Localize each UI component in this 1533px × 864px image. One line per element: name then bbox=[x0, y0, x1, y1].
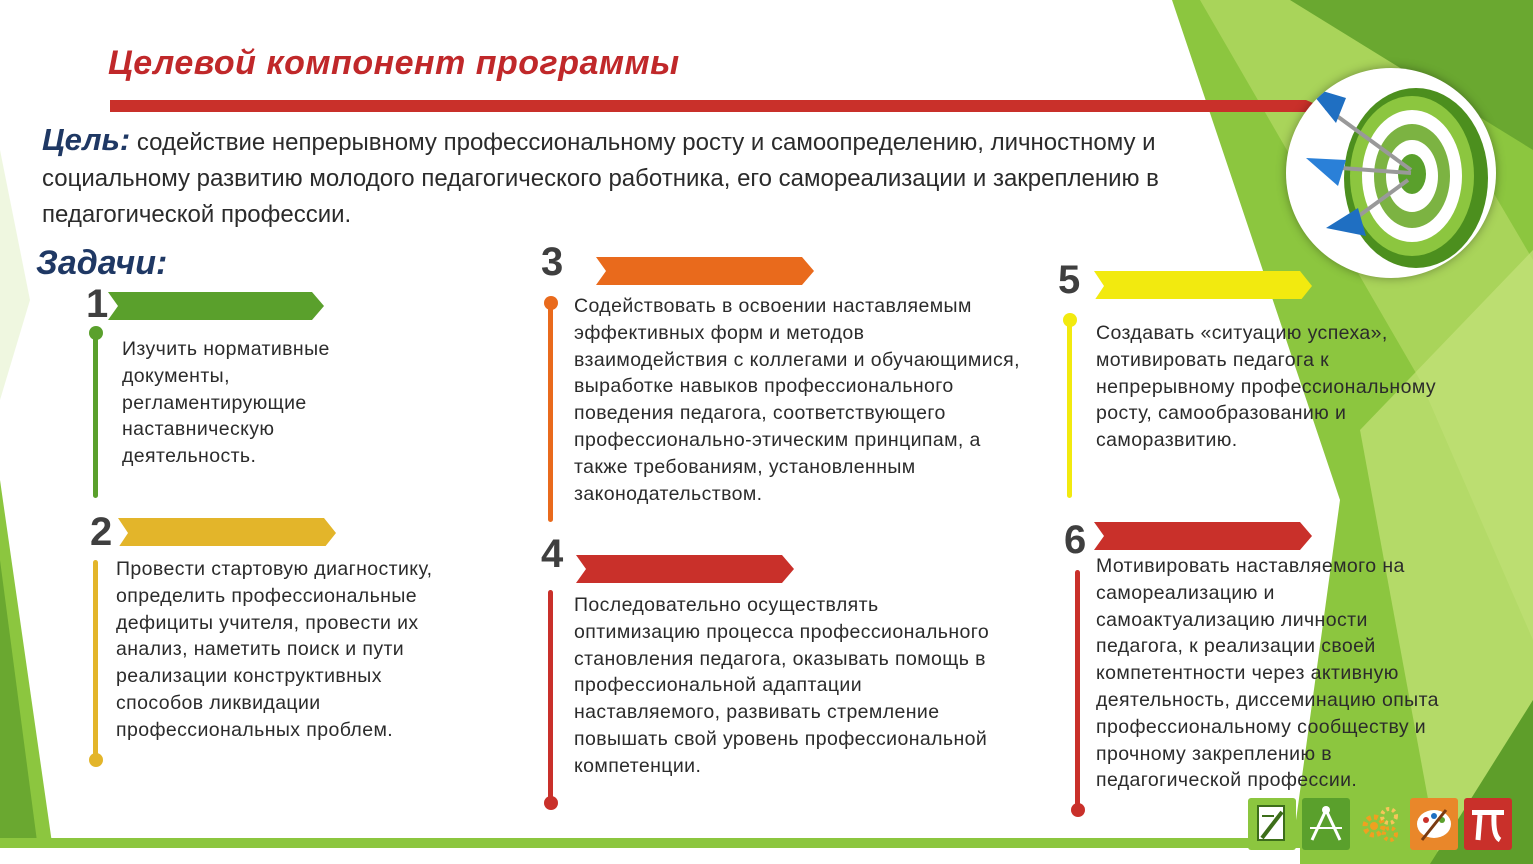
task-2-dot bbox=[89, 753, 103, 767]
pi-icon bbox=[1464, 798, 1512, 850]
goal-label: Цель: bbox=[42, 122, 131, 157]
task-6-dot bbox=[1071, 803, 1085, 817]
task-3-arrow bbox=[596, 257, 814, 285]
task-6-number: 6 bbox=[1064, 518, 1087, 562]
task-4-number: 4 bbox=[541, 532, 564, 576]
compass-icon bbox=[1302, 798, 1350, 850]
task-3-line bbox=[548, 300, 553, 522]
task-2-arrow bbox=[118, 518, 336, 546]
title-underline bbox=[110, 98, 1320, 114]
task-4-text: Последовательно осуществлять оптимизацию процесса профессионального становления педагога, оказывать помощь в профессиональной адаптации наставляемого, развивать стремление повышать свой уровень профессиональной компетенции. bbox=[574, 594, 990, 777]
task-5-number: 5 bbox=[1058, 258, 1081, 302]
task-1-arrow bbox=[108, 292, 324, 320]
darts-target-icon bbox=[1286, 68, 1496, 278]
goal-paragraph bbox=[42, 122, 1202, 233]
task-1-line bbox=[93, 330, 98, 498]
task-3-text: Содействовать в освоении наставляемым эффективных форм и методов взаимодействия с коллегами и обучающимися, выработке навыков профессионального поведения педагога, соответствующего профессионально-этическим принципам, а также требованиям, установленным законодательством. bbox=[574, 295, 1020, 505]
task-4-arrow bbox=[576, 555, 794, 583]
task-6-line bbox=[1075, 570, 1080, 810]
task-2-line bbox=[93, 560, 98, 760]
task-6-arrow bbox=[1094, 522, 1312, 550]
pencil-ruler-icon bbox=[1248, 798, 1296, 850]
task-1-text: Изучить нормативные документы, регламентирующие наставническую деятельность. bbox=[122, 338, 330, 468]
gears-icon bbox=[1356, 798, 1404, 850]
task-5-text: Создавать «ситуацию успеха», мотивировать педагога к непрерывному профессиональному росту, самообразованию и саморазвитию. bbox=[1096, 322, 1437, 452]
task-4-dot bbox=[544, 796, 558, 810]
task-5-arrow bbox=[1094, 271, 1312, 299]
task-2-number: 2 bbox=[90, 510, 113, 554]
goal-text: содействие непрерывному профессиональному росту и самоопределению, личностному и социальному развитию молодого педагогического работника, его самореализации и закреплению в педагогической профессии. bbox=[42, 129, 1159, 228]
task-3-number: 3 bbox=[541, 240, 564, 284]
target-image bbox=[1286, 68, 1496, 278]
palette-icon bbox=[1410, 798, 1458, 850]
task-1-number: 1 bbox=[86, 282, 109, 326]
tasks-heading: Задачи: bbox=[36, 244, 168, 282]
task-4-line bbox=[548, 590, 553, 800]
task-5-line bbox=[1067, 318, 1072, 498]
task-2-text: Провести стартовую диагностику, определить профессиональные дефициты учителя, провести их анализ, наметить поиск и пути реализации конструктивных способов ликвидации профессиональных проблем. bbox=[116, 558, 433, 741]
slide-title: Целевой компонент программы bbox=[108, 44, 680, 82]
task-6-text: Мотивировать наставляемого на самореализацию и самоактуализацию личности педагога, к реализации своей компетентности через активную деятельность, диссеминацию опыта профессиональному сообществу и прочному закреплению в педагогической профессии. bbox=[1096, 555, 1439, 792]
